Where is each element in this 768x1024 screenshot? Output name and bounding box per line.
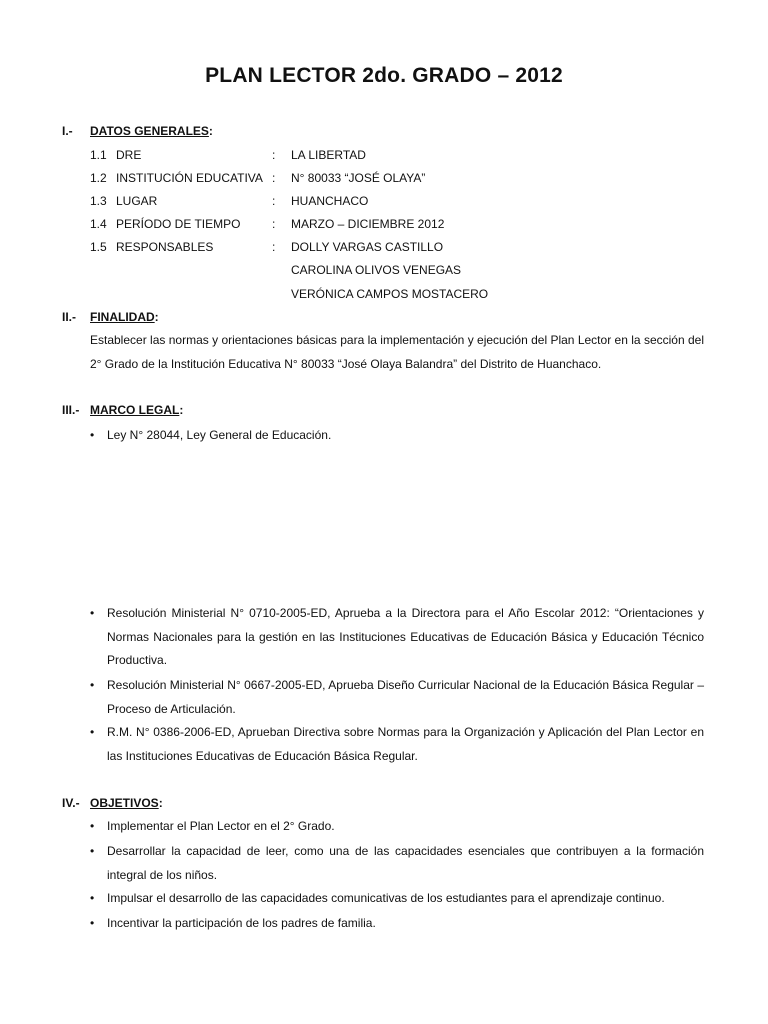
list-item [90,887,704,911]
list-item [90,840,704,887]
section-colon: : [179,403,184,417]
list-item-text: Impulsar el desarrollo de las capacidades comunicativas de los estudiantes para el aprendizaje continuo. [107,891,665,905]
list-item [90,424,704,448]
list-item [90,674,704,721]
row-key: INSTITUCIÓN EDUCATIVA [116,171,263,185]
row-number: 1.2 [90,171,107,185]
section-heading-datos-generales [62,124,213,138]
list-item [90,912,704,936]
list-item [90,721,704,768]
section-title: FINALIDAD [90,310,155,324]
section-colon: : [154,310,159,324]
finalidad-paragraph: Establecer las normas y orientaciones básicas para la implementación y ejecución del Plan Lector en la sección del 2° Grado de la Institución Educativa N° 80033 “José Olaya Balandra” del Distrito de Huanchaco. [90,333,704,371]
row-colon: : [272,240,276,254]
section-title: DATOS GENERALES [90,124,209,138]
section-number: IV.- [62,796,80,810]
list-item [90,602,704,673]
page-title: PLAN LECTOR 2do. GRADO – 2012 [205,64,563,87]
section-heading-objetivos [62,796,163,810]
row-key: DRE [116,148,142,162]
row-colon: : [272,148,276,162]
section-heading-finalidad [62,310,159,324]
responsable-name: VERÓNICA CAMPOS MOSTACERO [291,287,489,301]
row-colon: : [272,217,276,231]
bullet-icon: • [90,891,95,905]
list-item-text: R.M. N° 0386-2006-ED, Aprueban Directiva sobre Normas para la Organización y Aplicación del Plan Lector en las Instituciones Educativas de Educación Básica Regular. [107,725,704,763]
bullet-icon: • [90,725,95,739]
row-value: LA LIBERTAD [291,148,366,162]
section-number: II.- [62,310,76,324]
row-colon: : [272,171,276,185]
section-colon: : [208,124,213,138]
section-title: OBJETIVOS [90,796,159,810]
section-number: III.- [62,403,80,417]
list-item-text: Resolución Ministerial N° 0710-2005-ED, Aprueba a la Directora para el Año Escolar 2012: “Orientaciones y Normas Nacionales para la gestión en las Instituciones Educativas de Educación Básica y Educación Técnico Productiva. [107,606,704,667]
section-colon: : [158,796,163,810]
row-colon: : [272,194,276,208]
row-value: DOLLY VARGAS CASTILLO [291,240,444,254]
row-value: MARZO – DICIEMBRE 2012 [291,217,445,231]
bullet-icon: • [90,606,95,620]
bullet-icon: • [90,678,95,692]
bullet-icon: • [90,844,95,858]
section-number: I.- [62,124,73,138]
responsable-name: CAROLINA OLIVOS VENEGAS [291,263,462,277]
section-title: MARCO LEGAL [90,403,180,417]
row-key: LUGAR [116,194,158,208]
row-number: 1.5 [90,240,107,254]
list-item-text: Ley N° 28044, Ley General de Educación. [107,428,332,442]
list-item-text: Incentivar la participación de los padres de familia. [107,916,376,930]
bullet-icon: • [90,428,95,442]
list-item-text: Desarrollar la capacidad de leer, como una de las capacidades esenciales que contribuyen a la formación integral de los niños. [107,844,704,882]
bullet-icon: • [90,916,95,930]
row-key: PERÍODO DE TIEMPO [116,217,241,231]
row-number: 1.1 [90,148,107,162]
row-value: N° 80033 “JOSÉ OLAYA” [291,171,426,185]
row-key: RESPONSABLES [116,240,214,254]
list-item-text: Implementar el Plan Lector en el 2° Grado. [107,819,335,833]
bullet-icon: • [90,819,95,833]
row-number: 1.3 [90,194,107,208]
row-value: HUANCHACO [291,194,369,208]
row-number: 1.4 [90,217,107,231]
list-item [90,815,704,839]
section-heading-marco-legal [62,403,183,417]
list-item-text: Resolución Ministerial N° 0667-2005-ED, Aprueba Diseño Curricular Nacional de la Educación Básica Regular – Proceso de Articulación. [107,678,704,716]
